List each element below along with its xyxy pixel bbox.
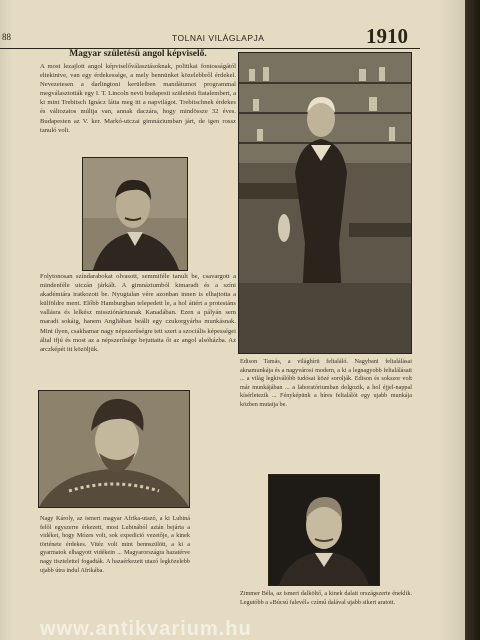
article-paragraph-2: Folytonosan színdarabokat olvasott, semmiféle tanult be, csavargott a mindenféle utczán járkált. A gimnáziumból kimaradt és a színi akadémiára iratkozott be. Nyugtalan vére azonban innen is elhajtotta a külföldre ment. Előbb Hamburgban telepedett le, a hol áttért a protestáns vallásra és lelkész missziónáriusnak Kanadában. Ezen a pályán sem maradt sokáig, hanem Angliában beállt egy czukorgyárba munkásnak. Mint ilyen, csakhamar nagy népszerűségre tett szert a szociális képességei által ifjú és most az a népszerűsége bejuttatta őt az angol alsóházba. Az arczképét itt közöljük.	[40, 273, 236, 353]
portrait-trebitsch	[82, 157, 188, 271]
book-spine	[465, 0, 480, 640]
article-paragraph-1: A most lezajlott angol képviselőválasztásoknak, politikai fontosságától eltekintve, van egy érdekessége, a mely bennünket közelebbről érdekel. Nevezetesen a darlingtoni kerületben mandátumot programmal megválasztották egy I. T. Lincoln nevü budapesti születésü fiatalembert, a ki mint Trebitsch Ignácz látta meg itt a napvilágot. Trebitschnek érdekes és változatos múltja van, annak daczára, hogy mindössze 32 éves. Budapesten az V. ker. Markó-utczai gimnáziumban járt, de igen rossz tanuló volt.	[40, 63, 236, 134]
caption-nagy-karoly: Nagy Károly, az ismert magyar Afrika-utazó, a ki Lubiná felől egyszerre érkezett, most Lubinából aztán bejárta a vidéket, hogy Mózes volt, sok expedició vezetője, a kinek története érdekes. Vitéz volt mint bennszülött, a ki a gyarmatok elhagyott vidékein ... Magyarországra hazatérve nagy tisztelettel fogadták. A hazaérkezett utazó legközelebb ujabb útra indul Afrikába.	[40, 515, 190, 574]
magazine-title: TOLNAI VILÁGLAPJA	[172, 33, 265, 43]
portrait-zimmer-bela	[268, 474, 380, 586]
year-label: 1910	[366, 24, 408, 48]
watermark: www.antikvarium.hu	[40, 618, 252, 640]
page-header	[0, 26, 420, 49]
caption-zimmer-bela: Zimmer Béla, az ismert dalköltő, a kinek dalait országszerte éneklik. Legutóbb a »Búcsú falevél« czímű dalával ujabb sikert aratott.	[240, 590, 412, 606]
article-title: Magyar születésü angol képviselő.	[69, 49, 207, 59]
photo-edison-laboratory	[238, 52, 412, 354]
page-number: 88	[2, 32, 11, 42]
caption-edison: Edison Tamás, a világhírü feltaláló. Nagybani feltalálásai aknamunkája és a nagyvárosi modern, a ki a legnagyobb feltalálásait ... a világ legkiválóbb tudósai közé sorolják. Edison és sokszor volt már munkájában ... a laboratóriumban dolgozik, a hol éjjel-nappal kísérletezik ... Fényképünk a híres feltalálót egy ujabb munkája közben mutatja be.	[240, 358, 412, 408]
portrait-nagy-karoly	[38, 390, 190, 508]
